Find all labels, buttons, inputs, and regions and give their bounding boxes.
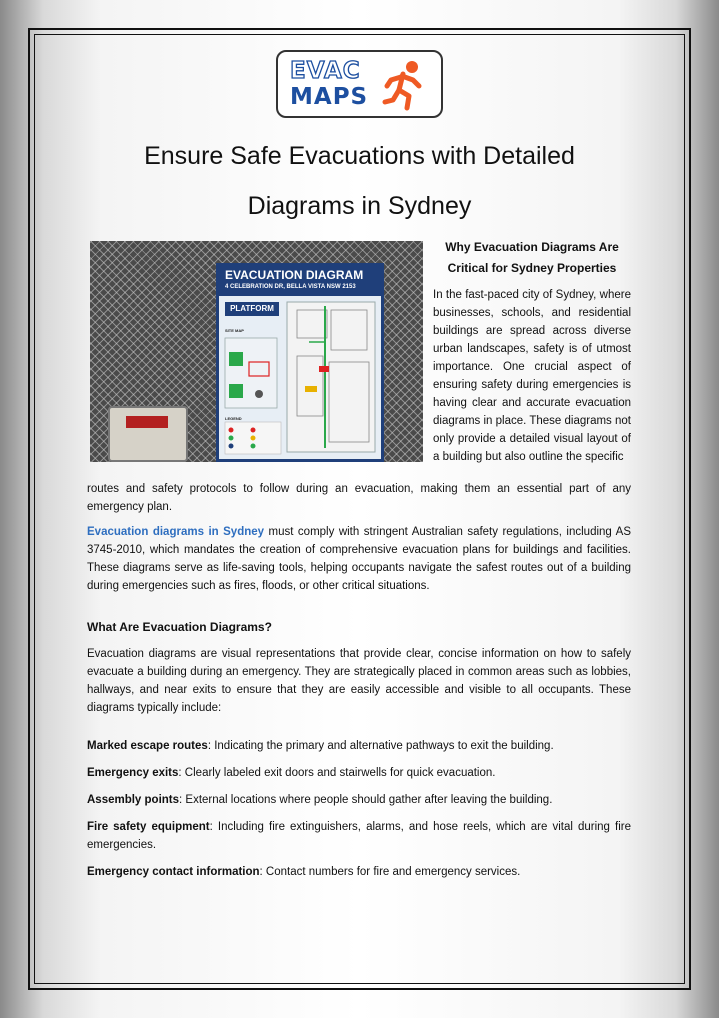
list-item-desc: : External locations where people should gather after leaving the building. xyxy=(179,794,553,806)
list-item xyxy=(87,791,631,809)
section-heading: What Are Evacuation Diagrams? xyxy=(87,620,272,634)
list-item-desc: : Including fire extinguishers, alarms, and hose reels, which are vital during fire emergencies. xyxy=(87,821,631,851)
intro-paragraph-narrow: In the fast-paced city of Sydney, where businesses, schools, and residential buildings are spread across diverse urban landscapes, safety is of utmost importance. One crucial aspect of ensuring safety during emergencies is having clear and accurate evacuation diagrams in place. These diagrams not only provide a detailed visual layout of a building but also outline the specific xyxy=(433,289,631,463)
list-item-desc: : Contact numbers for fire and emergency services. xyxy=(259,866,521,878)
sidebar-heading-line-1: Why Evacuation Diagrams Are xyxy=(445,240,619,254)
running-man-icon xyxy=(381,58,435,112)
logo-word-evac: EVAC xyxy=(290,58,361,84)
intro-paragraph-continued: routes and safety protocols to follow during an evacuation, making them an essential part of any emergency plan. xyxy=(87,483,631,513)
floor-plan-drawing xyxy=(219,266,381,459)
poster-address: 4 CELEBRATION DR, BELLA VISTA NSW 2153 xyxy=(225,284,356,290)
alarm-box-label xyxy=(126,416,168,428)
list-item xyxy=(87,764,631,782)
evac-maps-logo xyxy=(276,50,443,118)
list-item xyxy=(87,818,631,854)
compliance-paragraph xyxy=(87,523,631,595)
page-title-line-2: Diagrams in Sydney xyxy=(247,192,472,220)
logo-word-maps: MAPS xyxy=(290,84,369,110)
sidebar-heading-line-2: Critical for Sydney Properties xyxy=(447,261,617,275)
poster-legend-label: LEGEND xyxy=(225,416,242,421)
page-title-line-1: Ensure Safe Evacuations with Detailed xyxy=(144,142,575,170)
evacuation-poster xyxy=(216,263,384,462)
list-item-term: Emergency exits xyxy=(87,767,179,779)
alarm-box xyxy=(108,406,188,462)
evacuation-diagram-photo xyxy=(90,241,423,462)
list-item-desc: : Indicating the primary and alternative pathways to exit the building. xyxy=(207,740,554,752)
list-item-term: Marked escape routes xyxy=(87,740,208,752)
compliance-paragraph-text: must comply with stringent Australian safety regulations, including AS 3745-2010, which mandates the creation of comprehensive evacuation plans for buildings and facilities. These diagrams serve as life-saving tools, helping occupants navigate the safest routes out of a building during emergencies such as fires, floods, or other critical situations. xyxy=(87,526,631,592)
poster-section-label: PLATFORM xyxy=(225,302,279,316)
list-item-term: Fire safety equipment xyxy=(87,821,210,833)
list-item-term: Emergency contact information xyxy=(87,866,260,878)
poster-sitemap-label: SITE MAP xyxy=(225,328,244,333)
list-item xyxy=(87,863,631,881)
list-item-desc: : Clearly labeled exit doors and stairwells for quick evacuation. xyxy=(178,767,496,779)
definition-paragraph: Evacuation diagrams are visual representations that provide clear, concise information on how to safely evacuate a building during an emergency. They are strategically placed in common areas such as lobbies, hallways, and near exits to ensure that they are easily accessible and visible to all occupants. These diagrams typically include: xyxy=(87,648,631,714)
poster-title: EVACUATION DIAGRAM xyxy=(225,268,364,282)
list-item xyxy=(87,737,631,755)
list-item-term: Assembly points xyxy=(87,794,180,806)
evacuation-diagrams-link[interactable]: Evacuation diagrams in Sydney xyxy=(87,526,265,538)
